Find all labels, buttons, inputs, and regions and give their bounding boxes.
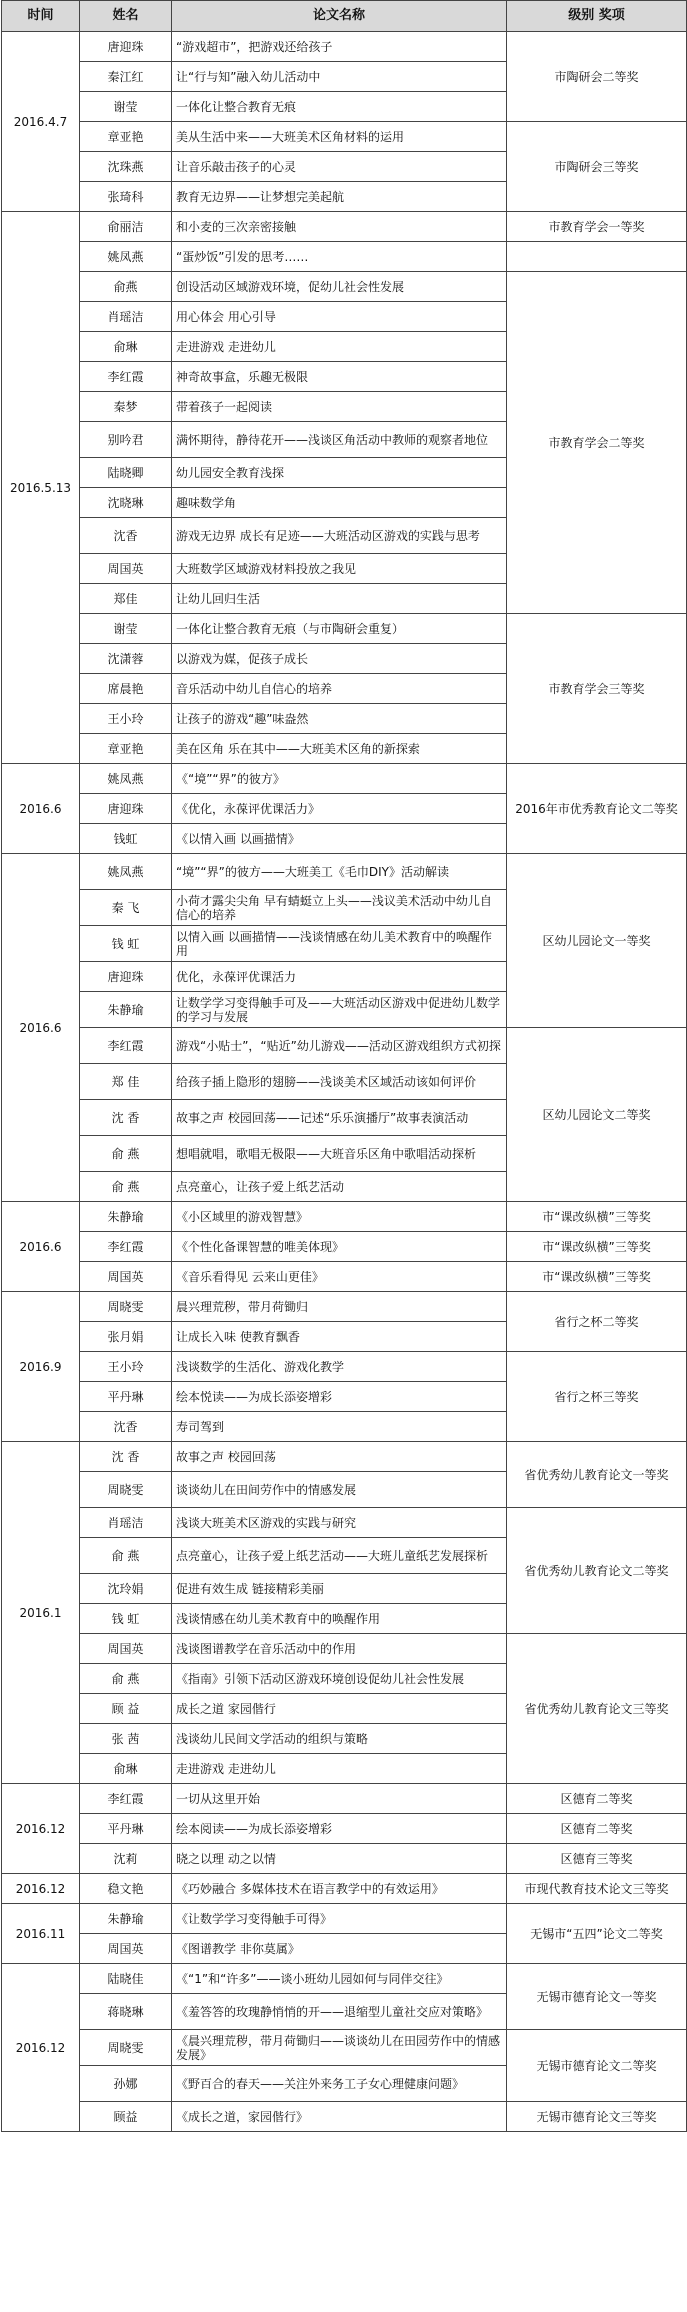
author-name: 沈香 <box>80 1412 172 1442</box>
paper-title: 幼儿园安全教育浅探 <box>172 458 507 488</box>
award-level: 无锡市德育论文二等奖 <box>507 2030 687 2102</box>
award-level: 无锡市“五四”论文二等奖 <box>507 1904 687 1964</box>
paper-title: 浅谈情感在幼儿美术教育中的唤醒作用 <box>172 1604 507 1634</box>
author-name: 王小玲 <box>80 1352 172 1382</box>
paper-title: 《小区域里的游戏智慧》 <box>172 1202 507 1232</box>
table-row <box>2 1814 687 1844</box>
author-name: 俞 燕 <box>80 1172 172 1202</box>
author-name: 稳文艳 <box>80 1874 172 1904</box>
paper-title: 优化，永葆评优课活力 <box>172 962 507 992</box>
author-name: 俞丽洁 <box>80 212 172 242</box>
paper-title: 想唱就唱，歌唱无极限——大班音乐区角中歌唱活动探析 <box>172 1136 507 1172</box>
paper-title: 点亮童心，让孩子爱上纸艺活动——大班儿童纸艺发展探析 <box>172 1538 507 1574</box>
table-row <box>2 764 687 794</box>
author-name: 俞琳 <box>80 1754 172 1784</box>
paper-title: 《图谱教学 非你莫属》 <box>172 1934 507 1964</box>
table-row <box>2 1508 687 1538</box>
author-name: 张 茜 <box>80 1724 172 1754</box>
author-name: 唐迎珠 <box>80 962 172 992</box>
author-name: 秦江红 <box>80 62 172 92</box>
author-name: 姚凤燕 <box>80 764 172 794</box>
author-name: 俞 燕 <box>80 1664 172 1694</box>
author-name: 沈 香 <box>80 1100 172 1136</box>
paper-title: 以情入画 以画描情——浅谈情感在幼儿美术教育中的唤醒作用 <box>172 926 507 962</box>
paper-title: 游戏“小贴士”，“贴近”幼儿游戏——活动区游戏组织方式初探 <box>172 1028 507 1064</box>
author-name: 钱 虹 <box>80 926 172 962</box>
award-level: 市“课改纵横”三等奖 <box>507 1232 687 1262</box>
award-level: 市陶研会三等奖 <box>507 122 687 212</box>
paper-title: 《巧妙融合 多媒体技术在语言教学中的有效运用》 <box>172 1874 507 1904</box>
table-row <box>2 2030 687 2066</box>
author-name: 朱静瑜 <box>80 1904 172 1934</box>
award-level: 市“课改纵横”三等奖 <box>507 1262 687 1292</box>
paper-title: 故事之声 校园回荡——记述“乐乐演播厅”故事表演活动 <box>172 1100 507 1136</box>
time-cell: 2016.6 <box>2 1202 80 1292</box>
author-name: 李红霞 <box>80 362 172 392</box>
paper-title: 和小麦的三次亲密接触 <box>172 212 507 242</box>
author-name: 席晨艳 <box>80 674 172 704</box>
header-paper-title: 论文名称 <box>172 1 507 32</box>
paper-title: 趣味数学角 <box>172 488 507 518</box>
header-row <box>2 1 687 32</box>
table-row <box>2 242 687 272</box>
table-row <box>2 1904 687 1934</box>
time-cell: 2016.9 <box>2 1292 80 1442</box>
paper-title: 《晨兴理荒秽，带月荷锄归——谈谈幼儿在田园劳作中的情感发展》 <box>172 2030 507 2066</box>
author-name: 周晓雯 <box>80 2030 172 2066</box>
table-row <box>2 1232 687 1262</box>
time-cell: 2016.6 <box>2 764 80 854</box>
paper-title: 创设活动区域游戏环境，促幼儿社会性发展 <box>172 272 507 302</box>
author-name: 唐迎珠 <box>80 794 172 824</box>
paper-title: 让“行与知”融入幼儿活动中 <box>172 62 507 92</box>
table-row <box>2 1874 687 1904</box>
author-name: 唐迎珠 <box>80 32 172 62</box>
table-row <box>2 1202 687 1232</box>
paper-title: 谈谈幼儿在田间劳作中的情感发展 <box>172 1472 507 1508</box>
award-level: 省优秀幼儿教育论文二等奖 <box>507 1508 687 1634</box>
paper-title: 《优化，永葆评优课活力》 <box>172 794 507 824</box>
paper-title: 浅谈数学的生活化、游戏化教学 <box>172 1352 507 1382</box>
author-name: 沈莉 <box>80 1844 172 1874</box>
author-name: 周国英 <box>80 1262 172 1292</box>
author-name: 朱静瑜 <box>80 1202 172 1232</box>
author-name: 章亚艳 <box>80 122 172 152</box>
award-level <box>507 242 687 272</box>
paper-title: 一切从这里开始 <box>172 1784 507 1814</box>
paper-title: 晨兴理荒秽，带月荷锄归 <box>172 1292 507 1322</box>
author-name: 章亚艳 <box>80 734 172 764</box>
paper-title: 《成长之道，家园偕行》 <box>172 2102 507 2132</box>
author-name: 姚凤燕 <box>80 242 172 272</box>
paper-title: 绘本悦读——为成长添姿增彩 <box>172 1382 507 1412</box>
paper-title: 游戏无边界 成长有足迹——大班活动区游戏的实践与思考 <box>172 518 507 554</box>
award-level: 区幼儿园论文二等奖 <box>507 1028 687 1202</box>
author-name: 俞 燕 <box>80 1136 172 1172</box>
paper-title: 浅谈大班美术区游戏的实践与研究 <box>172 1508 507 1538</box>
header-name: 姓名 <box>80 1 172 32</box>
table-row <box>2 1262 687 1292</box>
paper-title: 点亮童心，让孩子爱上纸艺活动 <box>172 1172 507 1202</box>
table-row <box>2 1784 687 1814</box>
award-level: 区德育三等奖 <box>507 1844 687 1874</box>
author-name: 俞燕 <box>80 272 172 302</box>
author-name: 朱静瑜 <box>80 992 172 1028</box>
table-row <box>2 1634 687 1664</box>
time-cell: 2016.12 <box>2 1874 80 1904</box>
paper-title: 晓之以理 动之以情 <box>172 1844 507 1874</box>
author-name: 周晓雯 <box>80 1472 172 1508</box>
paper-title: 《指南》引领下活动区游戏环境创设促幼儿社会性发展 <box>172 1664 507 1694</box>
header-level-award: 级别 奖项 <box>507 1 687 32</box>
paper-title: 以游戏为媒，促孩子成长 <box>172 644 507 674</box>
paper-title: 用心体会 用心引导 <box>172 302 507 332</box>
paper-title: 满怀期待，静待花开——浅谈区角活动中教师的观察者地位 <box>172 422 507 458</box>
table-row <box>2 212 687 242</box>
header-time: 时间 <box>2 1 80 32</box>
author-name: 姚凤燕 <box>80 854 172 890</box>
paper-title: 美在区角 乐在其中——大班美术区角的新探索 <box>172 734 507 764</box>
paper-awards-table <box>1 0 687 2132</box>
table-body <box>2 32 687 2132</box>
author-name: 周国英 <box>80 1634 172 1664</box>
table-row <box>2 1964 687 1994</box>
paper-title: 让数学学习变得触手可及——大班活动区游戏中促进幼儿数学的学习与发展 <box>172 992 507 1028</box>
paper-title: 神奇故事盒，乐趣无极限 <box>172 362 507 392</box>
time-cell: 2016.11 <box>2 1904 80 1964</box>
author-name: 沈 香 <box>80 1442 172 1472</box>
author-name: 顾 益 <box>80 1694 172 1724</box>
author-name: 俞琳 <box>80 332 172 362</box>
paper-title: 大班数学区域游戏材料投放之我见 <box>172 554 507 584</box>
author-name: 蒋晓琳 <box>80 1994 172 2030</box>
award-level: 区幼儿园论文一等奖 <box>507 854 687 1028</box>
author-name: 俞 燕 <box>80 1538 172 1574</box>
paper-title: 让幼儿回归生活 <box>172 584 507 614</box>
paper-title: 教育无边界——让梦想完美起航 <box>172 182 507 212</box>
paper-title: 一体化让整合教育无痕 <box>172 92 507 122</box>
paper-title: 《“境”“界”的彼方》 <box>172 764 507 794</box>
table-row <box>2 122 687 152</box>
paper-title: 《个性化备课智慧的唯美体现》 <box>172 1232 507 1262</box>
author-name: 陆晓佳 <box>80 1964 172 1994</box>
author-name: 肖瑶洁 <box>80 302 172 332</box>
paper-title: 小荷才露尖尖角 早有蜻蜓立上头——浅议美术活动中幼儿自信心的培养 <box>172 890 507 926</box>
award-level: 2016年市优秀教育论文二等奖 <box>507 764 687 854</box>
table-row <box>2 1028 687 1064</box>
author-name: 郑佳 <box>80 584 172 614</box>
table-row <box>2 1844 687 1874</box>
award-level: 省优秀幼儿教育论文三等奖 <box>507 1634 687 1784</box>
author-name: 肖瑶洁 <box>80 1508 172 1538</box>
author-name: 沈晓琳 <box>80 488 172 518</box>
award-level: 省行之杯二等奖 <box>507 1292 687 1352</box>
table-row <box>2 2102 687 2132</box>
time-cell: 2016.4.7 <box>2 32 80 212</box>
table-row <box>2 32 687 62</box>
paper-title: 让成长入味 使教育飘香 <box>172 1322 507 1352</box>
author-name: 李红霞 <box>80 1028 172 1064</box>
paper-title: 给孩子插上隐形的翅膀——浅谈美术区域活动该如何评价 <box>172 1064 507 1100</box>
paper-title: 一体化让整合教育无痕（与市陶研会重复） <box>172 614 507 644</box>
paper-title: 寿司驾到 <box>172 1412 507 1442</box>
award-level: 省优秀幼儿教育论文一等奖 <box>507 1442 687 1508</box>
paper-title: “游戏超市”，把游戏还给孩子 <box>172 32 507 62</box>
paper-title: 《让数学学习变得触手可得》 <box>172 1904 507 1934</box>
paper-title: 音乐活动中幼儿自信心的培养 <box>172 674 507 704</box>
table-row <box>2 854 687 890</box>
paper-title: 走进游戏 走进幼儿 <box>172 1754 507 1784</box>
paper-title: 成长之道 家园偕行 <box>172 1694 507 1724</box>
time-cell: 2016.12 <box>2 1784 80 1874</box>
author-name: 陆晓卿 <box>80 458 172 488</box>
author-name: 谢莹 <box>80 614 172 644</box>
paper-title: 让音乐敲击孩子的心灵 <box>172 152 507 182</box>
author-name: 沈珠燕 <box>80 152 172 182</box>
paper-title: 让孩子的游戏“趣”味盎然 <box>172 704 507 734</box>
paper-title: 《音乐看得见 云来山更佳》 <box>172 1262 507 1292</box>
award-level: 市现代教育技术论文三等奖 <box>507 1874 687 1904</box>
paper-title: 走进游戏 走进幼儿 <box>172 332 507 362</box>
paper-title: 故事之声 校园回荡 <box>172 1442 507 1472</box>
time-cell: 2016.1 <box>2 1442 80 1784</box>
table-row <box>2 1442 687 1472</box>
author-name: 张月娟 <box>80 1322 172 1352</box>
author-name: 平丹琳 <box>80 1382 172 1412</box>
award-level: 市教育学会三等奖 <box>507 614 687 764</box>
award-level: 市陶研会二等奖 <box>507 32 687 122</box>
award-level: 区德育二等奖 <box>507 1814 687 1844</box>
paper-title: 《羞答答的玫瑰静悄悄的开——退缩型儿童社交应对策略》 <box>172 1994 507 2030</box>
author-name: 秦 飞 <box>80 890 172 926</box>
time-cell: 2016.5.13 <box>2 212 80 764</box>
author-name: 李红霞 <box>80 1232 172 1262</box>
author-name: 谢莹 <box>80 92 172 122</box>
author-name: 王小玲 <box>80 704 172 734</box>
award-level: 区德育二等奖 <box>507 1784 687 1814</box>
paper-title: 美从生活中来——大班美术区角材料的运用 <box>172 122 507 152</box>
time-cell: 2016.12 <box>2 1964 80 2132</box>
author-name: 李红霞 <box>80 1784 172 1814</box>
author-name: 秦梦 <box>80 392 172 422</box>
author-name: 周国英 <box>80 554 172 584</box>
author-name: 钱 虹 <box>80 1604 172 1634</box>
author-name: 孙娜 <box>80 2066 172 2102</box>
author-name: 钱虹 <box>80 824 172 854</box>
author-name: 沈香 <box>80 518 172 554</box>
award-level: 市“课改纵横”三等奖 <box>507 1202 687 1232</box>
author-name: 沈玲娟 <box>80 1574 172 1604</box>
award-level: 无锡市德育论文三等奖 <box>507 2102 687 2132</box>
paper-title: 带着孩子一起阅读 <box>172 392 507 422</box>
table-row <box>2 614 687 644</box>
time-cell: 2016.6 <box>2 854 80 1202</box>
paper-title: 《野百合的春天——关注外来务工子女心理健康问题》 <box>172 2066 507 2102</box>
author-name: 周晓雯 <box>80 1292 172 1322</box>
award-level: 省行之杯三等奖 <box>507 1352 687 1442</box>
paper-title: 促进有效生成 链接精彩美丽 <box>172 1574 507 1604</box>
paper-title: 绘本阅读——为成长添姿增彩 <box>172 1814 507 1844</box>
award-level: 市教育学会二等奖 <box>507 272 687 614</box>
paper-title: 浅谈幼儿民间文学活动的组织与策略 <box>172 1724 507 1754</box>
author-name: 郑 佳 <box>80 1064 172 1100</box>
paper-title: “蛋炒饭”引发的思考…… <box>172 242 507 272</box>
author-name: 顾益 <box>80 2102 172 2132</box>
table-row <box>2 1292 687 1322</box>
author-name: 沈潇蓉 <box>80 644 172 674</box>
paper-title: 《以情入画 以画描情》 <box>172 824 507 854</box>
author-name: 周国英 <box>80 1934 172 1964</box>
author-name: 别吟君 <box>80 422 172 458</box>
table-row <box>2 272 687 302</box>
author-name: 平丹琳 <box>80 1814 172 1844</box>
paper-title: “境”“界”的彼方——大班美工《毛巾DIY》活动解读 <box>172 854 507 890</box>
author-name: 张琦科 <box>80 182 172 212</box>
award-level: 无锡市德育论文一等奖 <box>507 1964 687 2030</box>
paper-title: 浅谈图谱教学在音乐活动中的作用 <box>172 1634 507 1664</box>
award-level: 市教育学会一等奖 <box>507 212 687 242</box>
paper-title: 《“1”和“许多”——谈小班幼儿园如何与同伴交往》 <box>172 1964 507 1994</box>
table-row <box>2 1352 687 1382</box>
